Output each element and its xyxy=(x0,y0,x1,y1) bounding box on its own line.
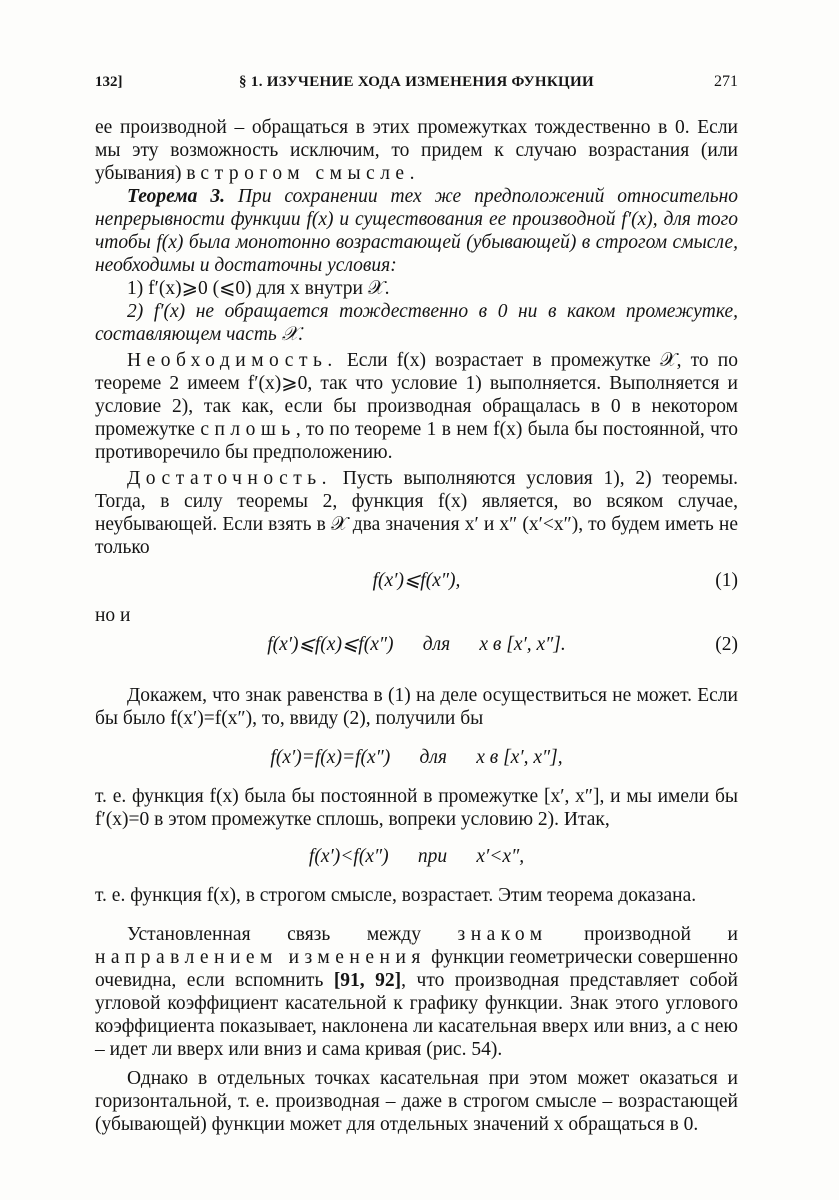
equation-formula: f(x′)⩽f(x)⩽f(x″) для x в [x′, x″]. xyxy=(267,634,566,655)
paragraph-sufficiency xyxy=(95,467,738,559)
geometry-text: функции геометрически совершенно очевидна, если вспомнить xyxy=(95,947,738,991)
theorem-condition-1: 1) f′(x)⩾0 (⩽0) для x внутри 𝒳. xyxy=(127,278,390,299)
paragraph-proof: Докажем, что знак равенства в (1) на деле осуществиться не может. Если бы было f(x′)=f(x″), то, ввиду (2), получили бы xyxy=(95,685,738,729)
paragraph-text: ее производной – обращаться в этих промежутках тождественно в 0. Если мы эту возможность исключим, то придем к случаю возрастания (или убывания) в xyxy=(95,117,738,184)
equation-number: (1) xyxy=(715,570,738,591)
theorem-condition-2: 2) f′(x) не обращается тождественно в 0 ни в каком промежутке, составляющем часть 𝒳. xyxy=(95,301,738,345)
equation-formula: f(x′)=f(x)=f(x″) для x в [x′, x″], xyxy=(270,747,563,768)
running-header xyxy=(95,70,738,96)
necessity-text: Если f(x) возрастает в промежутке 𝒳, то по теореме 2 имеем f′(x)⩾0, так что условие 1) выполняется. Выполняется и условие 2), так как, если бы производная обращалась в 0 в некотором промежутке xyxy=(95,350,738,440)
theorem-3 xyxy=(95,185,738,277)
equation-formula: f(x′)<f(x″) при x′<x″, xyxy=(308,846,525,867)
equation-number: (2) xyxy=(715,634,738,655)
equation-1 xyxy=(95,569,738,592)
spaced-emphasis: знаком xyxy=(457,924,548,945)
sufficiency-text: Пусть выполняются условия 1), 2) теоремы. Тогда, в силу теоремы 2, функция f(x) является, во всяком случае, неубывающей. Если взять в 𝒳 два значения x′ и x″ (x′<x″), то будем иметь не только xyxy=(95,468,738,558)
geometry-text: производной и xyxy=(547,924,738,945)
paragraph-geometry xyxy=(95,923,738,1061)
section-number: 132] xyxy=(95,74,123,90)
paragraph-conclusion: т. е. функция f(x), в строгом смысле, возрастает. Этим теорема доказана. xyxy=(95,885,697,906)
page xyxy=(95,70,738,1136)
necessity-label: Необходимость. xyxy=(127,350,338,371)
sufficiency-label: Достаточность. xyxy=(127,468,333,489)
equation-4 xyxy=(95,845,738,868)
equation-formula: f(x′)⩽f(x″), xyxy=(372,570,461,591)
necessity-text-end: , то по теореме 1 в нем f(x) была бы постоянной, что противоречило бы предположению. xyxy=(95,419,738,463)
paragraph-end: . xyxy=(409,163,415,184)
page-number: 271 xyxy=(714,73,738,90)
theorem-body: При сохранении тех же предположений относительно непрерывности функции f(x) и существования ее производной f′(x), для того чтобы f(x) была монотонно возрастающей (убывающей) в строгом смысле, необходимы и достаточны условия: xyxy=(95,186,738,276)
paragraph-final: Однако в отдельных точках касательная при этом может оказаться и горизонтальной, т. е. производная – даже в строгом смысле – возрастающей (убывающей) функции может для отдельных значений x обращаться в 0. xyxy=(95,1068,738,1135)
spaced-emphasis: сплошь xyxy=(200,419,296,440)
geometry-text: Установленная связь между xyxy=(127,924,458,945)
reference-numbers: [91, 92] xyxy=(333,970,402,991)
paragraph-necessity xyxy=(95,349,738,464)
spaced-emphasis: строгом смысле xyxy=(200,163,410,184)
equation-3 xyxy=(95,746,738,769)
paragraph-intro xyxy=(95,116,738,185)
equation-2 xyxy=(95,633,738,656)
paragraph-constant: т. е. функция f(x) была бы постоянной в промежутке [x′, x″], и мы имели бы f′(x)=0 в этом промежутке сплошь, вопреки условию 2). Итак, xyxy=(95,786,738,830)
theorem-title: Теорема 3. xyxy=(127,186,225,207)
chapter-title: § 1. ИЗУЧЕНИЕ ХОДА ИЗМЕНЕНИЯ ФУНКЦИИ xyxy=(239,74,594,90)
spaced-emphasis: направлением изменения xyxy=(95,947,426,968)
but-and-text: но и xyxy=(95,605,131,626)
geometry-text: , что производная представляет собой угловой коэффициент касательной к графику функции. Знак этого углового коэффициента показывает, наклонена ли касательная вверх или вниз, а с нею – идет ли вверх или вниз и сама кривая (рис. 54). xyxy=(95,970,738,1060)
